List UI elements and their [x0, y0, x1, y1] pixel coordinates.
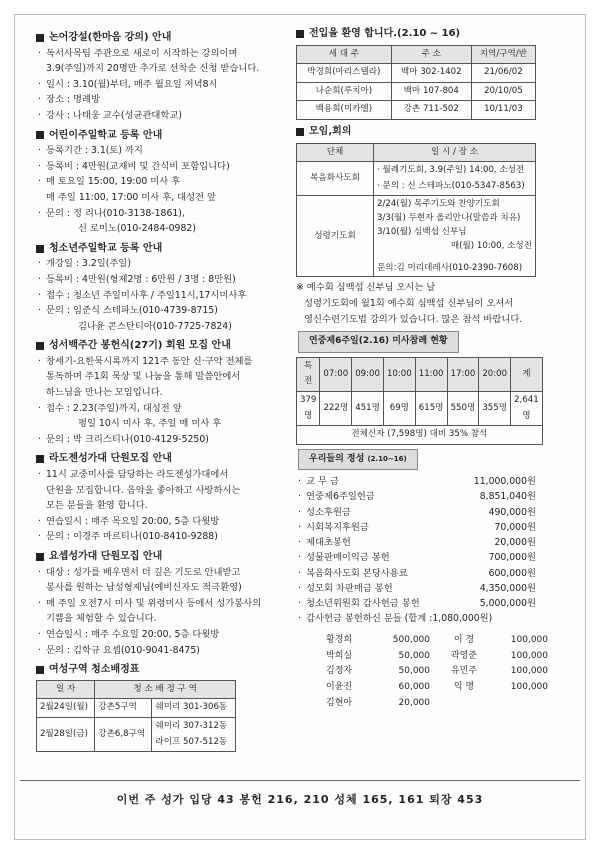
- bullet-square-icon: [36, 131, 44, 139]
- list-item: · 복음화사도회 본당사용료 600,000원: [296, 566, 536, 581]
- bullet-square-icon: [36, 455, 44, 463]
- table-row: 성령기도회 2/24(월) 목주기도와 찬양기도회 3/3(월) 두현자 올리안나(말씀과 치유) 3/10(월) 심백섭 신부님 매(월) 10:00, 소성전 문의:김 미리데레사(010-2390-7608): [297, 196, 536, 277]
- section-title: 성서백주간 봉헌식(27기) 회원 모집 안내: [36, 338, 286, 354]
- section-joseph-choir: 요셉성가대 단원모집 안내 · 대상 : 성가를 배우면서 더 깊은 기도로 안내받고 봉사를 원하는 남성형제님(예비신자도 적극환영) · 매 주일 오전7시 미사 및 위령미사 등에서 성가봉사의 기쁨을 체험할 수 있습니다. · 연습일시 : 매주 수요일 20:00, 5층 다윗방 · 문의 : 김학규 요셉(010-9041-8475): [36, 549, 286, 658]
- right-column: [296, 26, 548, 712]
- list-item: · 시회복지후원금 70,000원: [296, 520, 536, 535]
- section-title: 어린이주일학교 등록 안내: [36, 128, 286, 144]
- cleaning-table: 일 자 청 소 배 정 구 역 2월24일(월) 강촌5구역 쉐미리 301-306동 2월28일(금) 강촌6,8구역 쉐미리 307-312동 라이프 507-512동: [36, 680, 236, 752]
- section-title: 모임,회의: [296, 124, 536, 140]
- table-row: 백용희(미카엘) 강촌 711-502 10/11/03: [297, 101, 536, 120]
- welcome-table: 세 대 주 주 소 지역/구역/반 박경희(마리스텔라) 백마 302-1402 21/06/02 나순희(루치아) 백마 107-804 20/10/05 백용희(미카엘) 강촌 711-502 10/11/03: [296, 45, 536, 120]
- offerings-title: 우리들의 정성 (2.10~16): [298, 449, 418, 471]
- thanks-heading: · 감사헌금 봉헌하신 분들 (합계 :1,080,000원): [296, 611, 536, 627]
- bullet-square-icon: [296, 30, 304, 38]
- section-title: 여성구역 청소배정표: [36, 662, 286, 678]
- table-row: 복음화사도회 · 월례기도회, 3.9(주일) 14:00, 소성전 · 문의 : 신 스테파노(010-5347-8563): [297, 162, 536, 196]
- left-column: [36, 26, 286, 752]
- donor-list: 황경희 500,000 이 경 100,000 박희실 50,000 곽영준 100,000 김정자 50,000 유민주 100,000 이윤진 60,000 익 명 100,000 김현아 20,000: [326, 634, 548, 708]
- section-ladozen-choir: 라도젠성가대 단원모집 안내 · 11시 교중미사를 담당하는 라도젠성가대에서 단원을 모집합니다. 음악을 좋아하고 사랑하시는 모든 분들을 환영 합니다. · 연습일시 : 매주 목요일 20:00, 5층 다윗방 · 문의 : 이경주 마르티나(010-8410-9288): [36, 451, 286, 545]
- list-item: · 제대초봉헌 20,000원: [296, 535, 536, 550]
- list-item: · 연중제6주일헌금 8,851,040원: [296, 489, 536, 504]
- offerings-list: [296, 474, 536, 626]
- table-row: 나순희(루치아) 백마 107-804 20/10/05: [297, 82, 536, 101]
- hymn-footer: 이번 주 성가 입당 43 봉헌 216, 210 성체 165, 161 퇴장 453: [116, 793, 484, 806]
- footer-divider: [20, 780, 580, 781]
- bullet-square-icon: [36, 666, 44, 674]
- table-row: 2월24일(월) 강촌5구역 쉐미리 301-306동: [37, 699, 236, 718]
- attendance-title: 연중제6주일(2.16) 미사참례 현황: [298, 331, 459, 353]
- section-title: 논어강설(한마음 강의) 안내: [36, 30, 286, 46]
- section-bible-100: 성서백주간 봉헌식(27기) 회원 모집 안내 · 창세기-요한묵시록까지 121주 동안 신·구약 전체를 통독하며 주1회 묵상 및 나눔을 통해 말씀안에서 하느님을 만나는 모임입니다. · 접수 : 2.23(주일)까지, 대성전 앞 평일 10시 미사 후, 주일 매 미사 후 · 문의 : 박 크리스티나(010-4129-5250): [36, 338, 286, 447]
- list-item: · 성소후원금 490,000원: [296, 505, 536, 520]
- list-item: · 교 무 금 11,000,000원: [296, 474, 536, 489]
- section-title: 청소년주일학교 등록 안내: [36, 241, 286, 257]
- section-title: 전입을 환영 합니다.(2.10 ~ 16): [296, 26, 536, 42]
- bullet-square-icon: [36, 553, 44, 561]
- section-children-school: 어린이주일학교 등록 안내 · 등록기간 : 3.1(토) 까지 · 등록비 : 4만원(교재비 및 간식비 포함입니다) · 매 토요일 15:00, 19:00 미사 후 매 주일 11:00, 17:00 미사 후, 대성전 앞 · 문의 : 정 리나(010-3138-1861), 신 로미노(010-2484-0982): [36, 128, 286, 237]
- section-cleaning-schedule: [36, 662, 286, 752]
- bullet-square-icon: [36, 245, 44, 253]
- section-youth-school: 청소년주일학교 등록 안내 · 개강일 : 3.2일(주일) · 등록비 : 4만원(형제2명 : 6만원 / 3명 : 8만원) · 접수 : 청소년 주일미사후 / 주일11시,17시미사후 · 문의 : 임준식 스테파노(010-4739-8715) 김나윤 콘스탄티아(010-7725-7824): [36, 241, 286, 335]
- table-row: 박경희(마리스텔라) 백마 302-1402 21/06/02: [297, 64, 536, 83]
- section-lecture: 논어강설(한마음 강의) 안내 · 독서사목팀 주관으로 새로이 시작하는 강의이며 3.9(주일)까지 20명만 추가로 선착순 신청 받습니다. · 일시 : 3.10(월)부터, 매주 월요일 저녁8시 · 장소 : 명례방 · 강사 : 나태웅 교수(성균관대학교): [36, 30, 286, 124]
- meetings-table: 단체 일 시 / 장 소 복음화사도회 · 월례기도회, 3.9(주일) 14:00, 소성전 · 문의 : 신 스테파노(010-5347-8563) 성령기도회 2/24(월) 목주기도와 찬양기도회 3/3(월) 두현자 올리안나(말씀과 치유) 3/10(월) 심백섭 신부님 매(월) 10:00, 소성전 문의:김 미리데레사(010-2390-7608): [296, 143, 536, 278]
- table-row: 2월28일(금) 강촌6,8구역 쉐미리 307-312동 라이프 507-512동: [37, 717, 236, 751]
- bullet-square-icon: [36, 34, 44, 42]
- bullet-square-icon: [296, 128, 304, 136]
- section-meetings: 모임,회의 단체 일 시 / 장 소 복음화사도회 · 월례기도회, 3.9(주일) 14:00, 소성전 · 문의 : 신 스테파노(010-5347-8563) 성령기도회 2/24(월) 목주기도와 찬양기도회 3/3(월) 두현자 올리안나(말씀과 치유) 3/10(월) 심백섭 신부님 매(월) 10:00, 소성전 문의:김 미리데레사(010-2390-7608) ※ 예수회 심백섭 신부님 오시는 날 성령기도회에 월1회 예수회 심백섭 신부님이 오셔서 영신수련기도법 강의가 있습니다. 많은 참석 바랍니다.: [296, 124, 536, 327]
- table-row: 379명 222명 451명 69명 615명 550명 355명 2,641명: [297, 391, 543, 425]
- attendance-table: 특전 07:00 09:00 10:00 11:00 17:00 20:00 계 379명 222명 451명 69명 615명 550명 355명 2,641명 전체신자 (7,598명) 대비 35% 참석: [296, 357, 543, 445]
- bullet-square-icon: [36, 342, 44, 350]
- list-item: · 성물판매이익금 봉헌 700,000원: [296, 550, 536, 565]
- section-title: 라도젠성가대 단원모집 안내: [36, 451, 286, 467]
- list-item: · 청소년위원회 감사헌금 봉헌 5,000,000원: [296, 596, 536, 611]
- section-welcome: [296, 26, 536, 120]
- section-title: 요셉성가대 단원모집 안내: [36, 549, 286, 565]
- list-item: · 성모회 차판매금 봉헌 4,350,000원: [296, 581, 536, 596]
